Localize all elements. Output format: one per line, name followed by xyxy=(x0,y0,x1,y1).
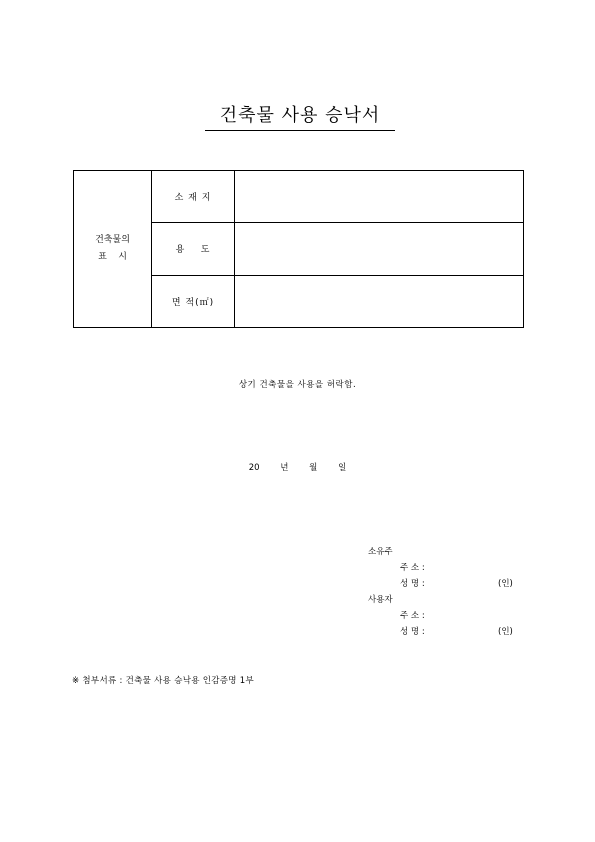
date-line xyxy=(0,461,595,473)
attachment-note: ※ 첨부서류 : 건축물 사용 승낙용 인감증명 1부 xyxy=(72,676,254,686)
owner-heading: 소유주 xyxy=(368,547,393,557)
user-address-label: 주 소 : xyxy=(400,611,425,621)
user-seal: (인) xyxy=(498,627,513,637)
location-value[interactable] xyxy=(235,171,524,223)
usage-label: 용 도 xyxy=(152,223,235,275)
user-heading: 사용자 xyxy=(368,595,393,605)
building-label-line1: 건축물의 xyxy=(95,235,130,245)
usage-value[interactable] xyxy=(235,223,524,275)
user-name-label: 성 명 : xyxy=(400,627,425,637)
location-label: 소 재 지 xyxy=(152,171,235,223)
date-day-label: 일 xyxy=(338,463,347,473)
building-label-line2: 표 시 xyxy=(98,252,127,262)
area-label: 면 적(㎡) xyxy=(152,275,235,327)
permission-statement: 상기 건축물을 사용을 허락함. xyxy=(238,380,357,390)
date-year-label: 년 xyxy=(280,463,289,473)
document-title: 건축물 사용 승낙서 xyxy=(205,104,395,131)
building-info-table xyxy=(73,170,524,328)
building-label-cell xyxy=(74,171,152,328)
owner-address-label: 주 소 : xyxy=(400,563,425,573)
date-century: 20 xyxy=(248,463,260,473)
owner-name-label: 성 명 : xyxy=(400,579,425,589)
date-month-label: 월 xyxy=(309,463,318,473)
owner-seal: (인) xyxy=(498,579,513,589)
area-value[interactable] xyxy=(235,275,524,327)
table-row-location xyxy=(74,171,524,223)
